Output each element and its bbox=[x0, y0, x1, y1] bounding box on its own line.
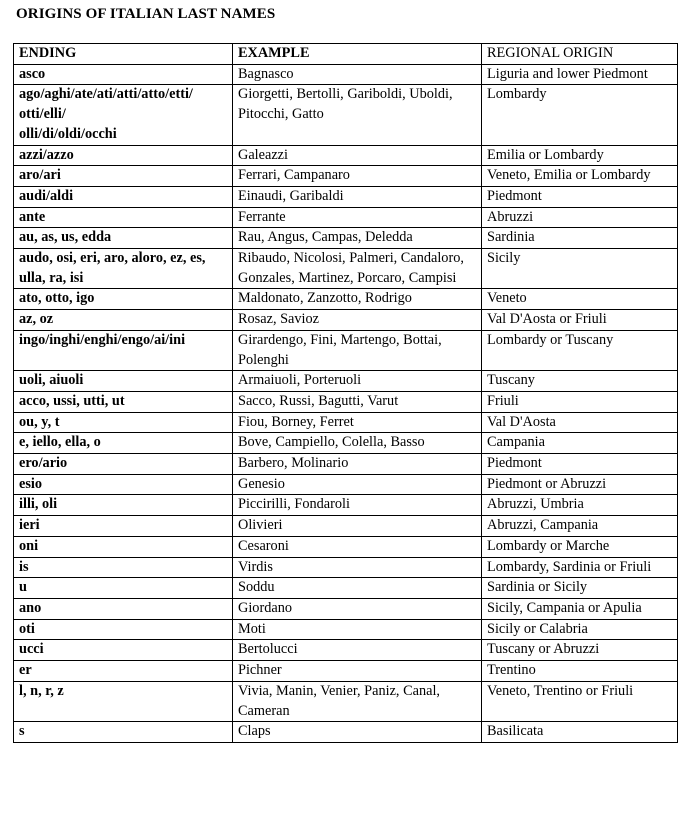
table-row bbox=[14, 557, 678, 578]
cell-ending: ago/aghi/ate/ati/atti/atto/etti/ otti/elli/ olli/di/oldi/occhi bbox=[14, 85, 233, 145]
table-row bbox=[14, 228, 678, 249]
cell-ending: ano bbox=[14, 598, 233, 619]
header-example: EXAMPLE bbox=[233, 44, 482, 65]
cell-example: Maldonato, Zanzotto, Rodrigo bbox=[233, 289, 482, 310]
table-row bbox=[14, 681, 678, 721]
cell-example: Sacco, Russi, Bagutti, Varut bbox=[233, 391, 482, 412]
origins-table bbox=[13, 43, 678, 743]
page-title: ORIGINS OF ITALIAN LAST NAMES bbox=[16, 6, 276, 22]
cell-ending: uoli, aiuoli bbox=[14, 371, 233, 392]
cell-ending: ucci bbox=[14, 640, 233, 661]
cell-ending: oti bbox=[14, 619, 233, 640]
cell-regional-origin: Campania bbox=[482, 433, 678, 454]
header-ending: ENDING bbox=[14, 44, 233, 65]
cell-regional-origin: Liguria and lower Piedmont bbox=[482, 64, 678, 85]
cell-regional-origin: Piedmont bbox=[482, 454, 678, 475]
cell-regional-origin: Sicily or Calabria bbox=[482, 619, 678, 640]
cell-ending: e, iello, ella, o bbox=[14, 433, 233, 454]
table-row bbox=[14, 536, 678, 557]
cell-regional-origin: Friuli bbox=[482, 391, 678, 412]
cell-regional-origin: Emilia or Lombardy bbox=[482, 145, 678, 166]
table-row bbox=[14, 145, 678, 166]
cell-ending: is bbox=[14, 557, 233, 578]
cell-ending: s bbox=[14, 722, 233, 743]
table-row bbox=[14, 85, 678, 145]
cell-ending: ingo/inghi/enghi/engo/ai/ini bbox=[14, 330, 233, 370]
table-row bbox=[14, 454, 678, 475]
cell-example: Einaudi, Garibaldi bbox=[233, 186, 482, 207]
table-row bbox=[14, 64, 678, 85]
cell-regional-origin: Veneto, Trentino or Friuli bbox=[482, 681, 678, 721]
cell-example: Giorgetti, Bertolli, Gariboldi, Uboldi, Pitocchi, Gatto bbox=[233, 85, 482, 145]
table-row bbox=[14, 619, 678, 640]
cell-regional-origin: Abruzzi bbox=[482, 207, 678, 228]
table-row bbox=[14, 289, 678, 310]
cell-example: Pichner bbox=[233, 661, 482, 682]
cell-regional-origin: Val D'Aosta bbox=[482, 412, 678, 433]
cell-ending: azzi/azzo bbox=[14, 145, 233, 166]
cell-ending: az, oz bbox=[14, 310, 233, 331]
cell-regional-origin: Piedmont or Abruzzi bbox=[482, 474, 678, 495]
cell-ending: l, n, r, z bbox=[14, 681, 233, 721]
cell-regional-origin: Sicily bbox=[482, 249, 678, 289]
cell-regional-origin: Veneto, Emilia or Lombardy bbox=[482, 166, 678, 187]
cell-example: Barbero, Molinario bbox=[233, 454, 482, 475]
table-row bbox=[14, 371, 678, 392]
cell-example: Vivia, Manin, Venier, Paniz, Canal, Cameran bbox=[233, 681, 482, 721]
cell-ending: oni bbox=[14, 536, 233, 557]
cell-ending: aro/ari bbox=[14, 166, 233, 187]
cell-example: Ribaudo, Nicolosi, Palmeri, Candaloro, Gonzales, Martinez, Porcaro, Campisi bbox=[233, 249, 482, 289]
cell-regional-origin: Sicily, Campania or Apulia bbox=[482, 598, 678, 619]
cell-ending: esio bbox=[14, 474, 233, 495]
cell-regional-origin: Abruzzi, Campania bbox=[482, 516, 678, 537]
table-row bbox=[14, 661, 678, 682]
cell-ending: u bbox=[14, 578, 233, 599]
cell-regional-origin: Sardinia or Sicily bbox=[482, 578, 678, 599]
cell-example: Fiou, Borney, Ferret bbox=[233, 412, 482, 433]
cell-example: Armaiuoli, Porteruoli bbox=[233, 371, 482, 392]
table-row bbox=[14, 207, 678, 228]
cell-ending: ero/ario bbox=[14, 454, 233, 475]
cell-ending: au, as, us, edda bbox=[14, 228, 233, 249]
cell-regional-origin: Tuscany or Abruzzi bbox=[482, 640, 678, 661]
table-row bbox=[14, 166, 678, 187]
table-row bbox=[14, 186, 678, 207]
cell-example: Claps bbox=[233, 722, 482, 743]
cell-regional-origin: Lombardy or Marche bbox=[482, 536, 678, 557]
cell-regional-origin: Veneto bbox=[482, 289, 678, 310]
cell-regional-origin: Piedmont bbox=[482, 186, 678, 207]
cell-example: Bove, Campiello, Colella, Basso bbox=[233, 433, 482, 454]
cell-example: Genesio bbox=[233, 474, 482, 495]
cell-regional-origin: Trentino bbox=[482, 661, 678, 682]
table-row bbox=[14, 640, 678, 661]
cell-regional-origin: Tuscany bbox=[482, 371, 678, 392]
cell-regional-origin: Lombardy, Sardinia or Friuli bbox=[482, 557, 678, 578]
cell-regional-origin: Abruzzi, Umbria bbox=[482, 495, 678, 516]
cell-example: Rosaz, Savioz bbox=[233, 310, 482, 331]
cell-ending: ieri bbox=[14, 516, 233, 537]
table-row bbox=[14, 495, 678, 516]
table-row bbox=[14, 310, 678, 331]
cell-example: Ferrante bbox=[233, 207, 482, 228]
cell-example: Galeazzi bbox=[233, 145, 482, 166]
cell-example: Moti bbox=[233, 619, 482, 640]
table-row bbox=[14, 330, 678, 370]
table-row bbox=[14, 578, 678, 599]
header-regional-origin: REGIONAL ORIGIN bbox=[482, 44, 678, 65]
table-row bbox=[14, 516, 678, 537]
cell-regional-origin: Sardinia bbox=[482, 228, 678, 249]
table-row bbox=[14, 474, 678, 495]
table-row bbox=[14, 433, 678, 454]
cell-ending: acco, ussi, utti, ut bbox=[14, 391, 233, 412]
cell-ending: ou, y, t bbox=[14, 412, 233, 433]
cell-example: Bertolucci bbox=[233, 640, 482, 661]
header-row bbox=[14, 44, 678, 65]
cell-regional-origin: Lombardy or Tuscany bbox=[482, 330, 678, 370]
cell-example: Rau, Angus, Campas, Deledda bbox=[233, 228, 482, 249]
table-row bbox=[14, 722, 678, 743]
cell-regional-origin: Lombardy bbox=[482, 85, 678, 145]
cell-ending: er bbox=[14, 661, 233, 682]
table-row bbox=[14, 391, 678, 412]
cell-example: Ferrari, Campanaro bbox=[233, 166, 482, 187]
cell-example: Soddu bbox=[233, 578, 482, 599]
cell-ending: illi, oli bbox=[14, 495, 233, 516]
cell-regional-origin: Val D'Aosta or Friuli bbox=[482, 310, 678, 331]
table-row bbox=[14, 249, 678, 289]
table-row bbox=[14, 412, 678, 433]
cell-example: Giordano bbox=[233, 598, 482, 619]
cell-example: Olivieri bbox=[233, 516, 482, 537]
cell-ending: audo, osi, eri, aro, aloro, ez, es, ulla, ra, isi bbox=[14, 249, 233, 289]
cell-regional-origin: Basilicata bbox=[482, 722, 678, 743]
cell-ending: asco bbox=[14, 64, 233, 85]
table-row bbox=[14, 598, 678, 619]
cell-example: Piccirilli, Fondaroli bbox=[233, 495, 482, 516]
cell-example: Virdis bbox=[233, 557, 482, 578]
cell-example: Bagnasco bbox=[233, 64, 482, 85]
cell-ending: audi/aldi bbox=[14, 186, 233, 207]
cell-ending: ato, otto, igo bbox=[14, 289, 233, 310]
cell-ending: ante bbox=[14, 207, 233, 228]
cell-example: Girardengo, Fini, Martengo, Bottai, Polenghi bbox=[233, 330, 482, 370]
cell-example: Cesaroni bbox=[233, 536, 482, 557]
